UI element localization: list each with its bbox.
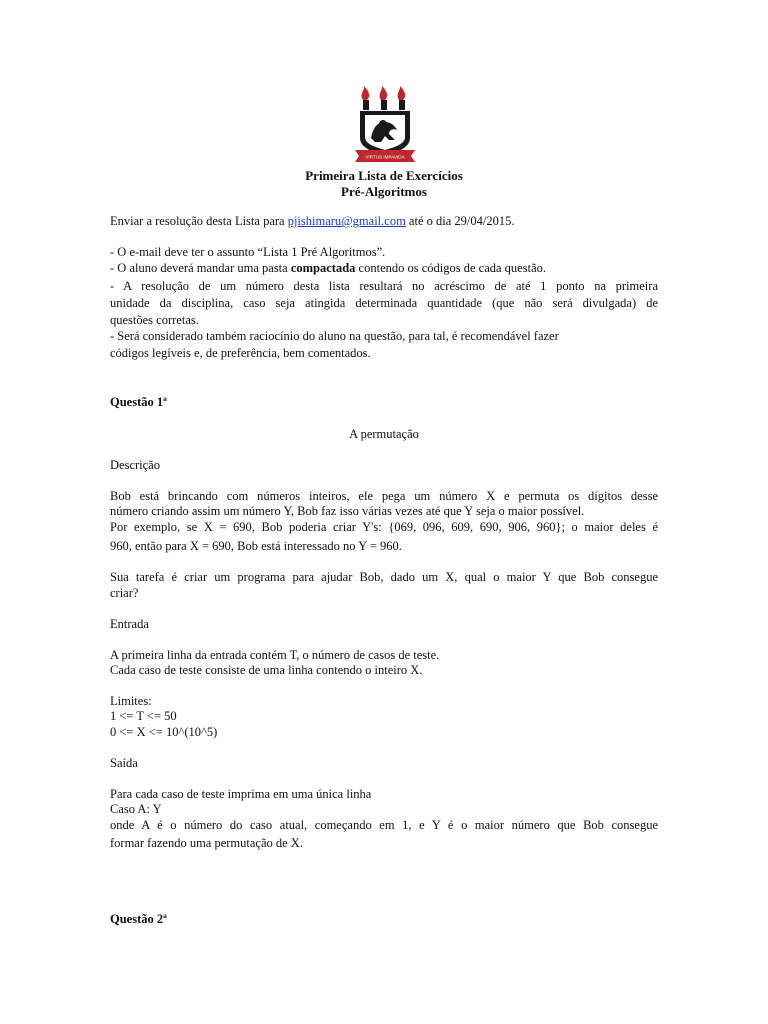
- rule-3-line-3: questões corretas.: [110, 313, 199, 327]
- rule-2-bold: compactada: [290, 261, 356, 275]
- document-title: Primeira Lista de Exercícios: [305, 168, 463, 183]
- output-line-1: Para cada caso de teste imprima em uma única linha: [110, 787, 372, 801]
- description-label: Descrição: [110, 458, 160, 472]
- input-line-1: A primeira linha da entrada contém T, o número de casos de teste.: [110, 648, 440, 662]
- limit-t: 1 <= T <= 50: [110, 709, 177, 723]
- task-line-2: criar?: [110, 586, 139, 600]
- rule-3-line-1: - A resolução de um número desta lista resultará no acréscimo de até 1 ponto na primeira: [110, 279, 658, 293]
- input-line-2: Cada caso de teste consiste de uma linha contendo o inteiro X.: [110, 663, 423, 677]
- send-prefix: Enviar a resolução desta Lista para: [110, 214, 288, 228]
- university-crest-logo: [355, 86, 415, 164]
- question-1-title: A permutação: [349, 427, 419, 441]
- crest-motto: VIRTUS IMPAVIDA: [365, 154, 405, 160]
- limits-label: Limites:: [110, 694, 152, 708]
- question-1-heading: Questão 1ª: [110, 395, 167, 409]
- output-line-4: formar fazendo uma permutação de X.: [110, 836, 303, 850]
- email-link[interactable]: pjishimaru@gmail.com: [287, 214, 406, 228]
- rule-4-line-2: códigos legíveis e, de preferência, bem comentados.: [110, 346, 371, 360]
- document-subtitle: Pré-Algoritmos: [341, 184, 427, 199]
- rule-4-line-1: - Será considerado também raciocínio do aluno na questão, para tal, é recomendável fazer: [110, 329, 559, 343]
- input-label: Entrada: [110, 617, 149, 631]
- rule-subject: - O e-mail deve ter o assunto “Lista 1 Pré Algoritmos”.: [110, 245, 386, 259]
- description-line-3: Por exemplo, se X = 690, Bob poderia criar Y's: {069, 096, 609, 690, 906, 960}; o maior deles é: [110, 520, 658, 534]
- description-line-4: 960, então para X = 690, Bob está interessado no Y = 960.: [110, 539, 402, 553]
- limit-x: 0 <= X <= 10^(10^5): [110, 725, 218, 739]
- send-instructions: [110, 214, 658, 229]
- rule-3-line-2: unidade da disciplina, caso seja atingida determinada quantidade (que não será divulgada) de: [110, 296, 658, 310]
- question-2-heading: Questão 2ª: [110, 912, 167, 926]
- rule-2-prefix: - O aluno deverá mandar uma pasta: [110, 261, 291, 275]
- task-line-1: Sua tarefa é criar um programa para ajudar Bob, dado um X, qual o maior Y que Bob consegue: [110, 570, 658, 584]
- rule-compressed-folder: [110, 261, 658, 276]
- rule-2-suffix: contendo os códigos de cada questão.: [355, 261, 546, 275]
- output-line-2: Caso A: Y: [110, 802, 162, 816]
- output-line-3: onde A é o número do caso atual, começando em 1, e Y é o maior número que Bob consegue: [110, 818, 658, 832]
- description-line-2: número criando assim um número Y, Bob faz isso várias vezes até que Y seja o maior possível.: [110, 504, 585, 518]
- description-line-1: Bob está brincando com números inteiros, ele pega um número X e permuta os dígitos desse: [110, 489, 658, 503]
- output-label: Saída: [110, 756, 138, 770]
- send-suffix: até o dia 29/04/2015.: [405, 214, 515, 228]
